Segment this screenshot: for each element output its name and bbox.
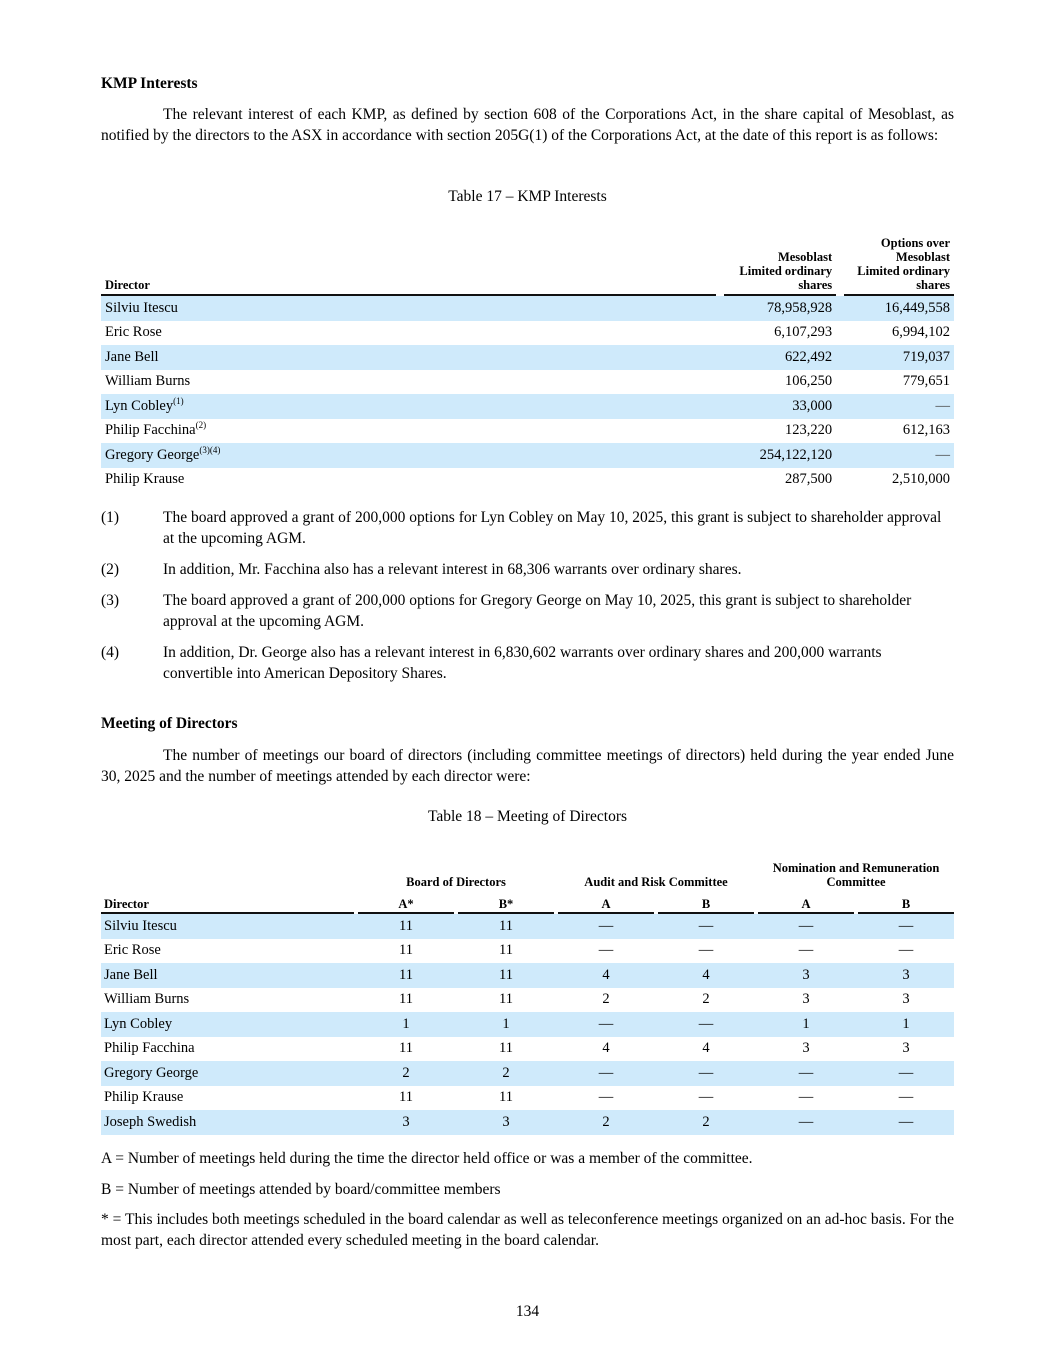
nom-a-value: 1: [758, 1012, 854, 1037]
board-b-value: 11: [458, 963, 554, 988]
audit-b-value: —: [698, 1089, 714, 1106]
footnote: [101, 508, 954, 549]
table-row: [101, 1012, 954, 1037]
footnote-mark: (1): [101, 509, 120, 526]
board-b-value: 11: [499, 991, 513, 1008]
footnote-text: The board approved a grant of 200,000 options for Lyn Cobley on May 10, 2025, this grant is subject to shareholder approval at the upcoming AGM.: [163, 509, 942, 547]
table-18-caption: Table 18 – Meeting of Directors: [427, 808, 628, 825]
table-row: [101, 321, 954, 346]
table-row: [101, 468, 954, 493]
header-shares-line: shares: [798, 278, 833, 292]
director-name: Eric Rose: [105, 324, 162, 341]
audit-a-value: —: [558, 1061, 654, 1086]
board-a-value: 11: [399, 1089, 413, 1106]
audit-b-value: —: [658, 1061, 754, 1086]
table-row: [101, 1037, 954, 1062]
group-header-audit: Audit and Risk Committee: [584, 875, 728, 889]
options-value: —: [844, 394, 954, 419]
audit-b-value: 2: [702, 991, 710, 1008]
table-row: [101, 1110, 954, 1135]
options-value: 719,037: [844, 345, 954, 370]
table-group-header-row: [101, 855, 954, 893]
footnote-mark: (2): [101, 561, 120, 578]
audit-a-value: 4: [602, 1040, 610, 1057]
director-name: William Burns: [104, 991, 190, 1008]
footnote: [101, 643, 954, 684]
nom-b-value: 3: [858, 963, 954, 988]
footnote-ref: (1): [173, 395, 184, 406]
header-nom-b: B: [858, 893, 954, 914]
nom-b-value: —: [858, 1110, 954, 1135]
board-a-value: 2: [358, 1061, 454, 1086]
legend-b: B = Number of meetings attended by board/committee members: [101, 1181, 501, 1198]
shares-value: 123,220: [785, 422, 833, 439]
shares-value: 254,122,120: [724, 443, 836, 468]
table-row: [101, 345, 954, 370]
footnote-text: In addition, Dr. George also has a relevant interest in 6,830,602 warrants over ordinary shares and 200,000 warrants convertible into American Depository Shares.: [163, 644, 882, 682]
board-b-value: 11: [499, 1040, 513, 1057]
meeting-of-directors-table: [101, 855, 954, 1135]
table-row: [101, 419, 954, 444]
director-name: Joseph Swedish: [101, 1110, 354, 1135]
shares-value: 287,500: [785, 471, 833, 488]
nom-b-value: 1: [858, 1012, 954, 1037]
section-heading-kmp-interests: KMP Interests: [101, 75, 198, 92]
table-17-caption: Table 17 – KMP Interests: [448, 188, 607, 205]
header-director: Director: [101, 893, 354, 914]
nom-a-value: 3: [802, 1040, 810, 1057]
meetings-intro-paragraph: The number of meetings our board of directors (including committee meetings of directors) held during the year ended June 30, 2025 and the number of meetings attended by each director were:: [101, 747, 954, 785]
table-subheader-row: [101, 893, 954, 914]
kmp-interests-table: [101, 236, 954, 492]
nom-b-value: 3: [902, 991, 910, 1008]
audit-b-value: —: [658, 914, 754, 939]
audit-b-value: 2: [658, 1110, 754, 1135]
director-name: Philip Facchina$^{(2)}$: [105, 420, 207, 439]
table-row: [101, 914, 954, 939]
table-row: [101, 963, 954, 988]
board-a-value: 1: [358, 1012, 454, 1037]
director-name: Jane Bell: [101, 345, 716, 370]
audit-b-value: 4: [658, 963, 754, 988]
options-value: 16,449,558: [844, 296, 954, 321]
board-b-value: 11: [499, 942, 513, 959]
header-audit-a: A: [558, 893, 654, 914]
header-board-b: B*: [458, 893, 554, 914]
audit-a-value: 2: [602, 991, 610, 1008]
table-row: [101, 370, 954, 395]
footnote-ref: (2): [195, 420, 207, 431]
nom-b-value: —: [898, 942, 914, 959]
group-header-nomination: [758, 855, 954, 893]
options-value: 6,994,102: [892, 324, 950, 341]
board-a-value: 11: [358, 914, 454, 939]
footnote-mark: (4): [101, 644, 120, 661]
nom-b-value: —: [858, 1061, 954, 1086]
nom-a-value: —: [798, 942, 814, 959]
audit-a-value: 2: [558, 1110, 654, 1135]
options-value: 612,163: [902, 422, 950, 439]
group-header-line: Nomination and Remuneration: [772, 861, 940, 875]
audit-a-value: —: [598, 942, 614, 959]
director-name: William Burns: [105, 373, 191, 390]
header-options-line: Mesoblast: [895, 250, 950, 264]
legend-asterisk: * = This includes both meetings scheduled in the board calendar as well as teleconference meetings organized on an ad-hoc basis. For the most part, each director attended every scheduled meeting in the board calendar.: [101, 1211, 954, 1249]
director-name: Lyn Cobley: [101, 1012, 354, 1037]
table-row: [101, 988, 954, 1013]
board-a-value: 11: [399, 942, 413, 959]
footnote-text: In addition, Mr. Facchina also has a relevant interest in 68,306 warrants over ordinary shares.: [163, 561, 742, 578]
director-name: Silviu Itescu: [101, 914, 354, 939]
header-nom-a: A: [758, 893, 854, 914]
audit-b-value: 4: [702, 1040, 710, 1057]
nom-b-value: 3: [902, 1040, 910, 1057]
header-shares-line: Mesoblast: [777, 250, 833, 264]
board-b-value: 3: [458, 1110, 554, 1135]
shares-value: 6,107,293: [774, 324, 833, 341]
options-value: 2,510,000: [892, 471, 950, 488]
board-b-value: 11: [458, 914, 554, 939]
director-name: Philip Facchina: [104, 1040, 195, 1057]
director-name: Gregory George$^{(3)(4)}$: [101, 443, 716, 468]
page-number: 134: [515, 1303, 540, 1320]
table-row: [101, 939, 954, 964]
shares-value: 33,000: [724, 394, 836, 419]
nom-a-value: —: [758, 914, 854, 939]
nom-a-value: —: [758, 1061, 854, 1086]
legend-a: A = Number of meetings held during the time the director held office or was a member of the committee.: [101, 1150, 753, 1167]
header-options-line: Options over: [880, 236, 950, 250]
table-row: [101, 443, 954, 468]
shares-value: 622,492: [724, 345, 836, 370]
board-a-value: 3: [358, 1110, 454, 1135]
shares-value: 78,958,928: [724, 296, 836, 321]
audit-a-value: —: [558, 914, 654, 939]
board-a-value: 11: [358, 963, 454, 988]
board-b-value: 11: [499, 1089, 513, 1106]
table-row: [101, 1061, 954, 1086]
audit-b-value: —: [658, 1012, 754, 1037]
options-value: —: [844, 443, 954, 468]
header-options-line: Limited ordinary: [857, 264, 950, 278]
director-name: Philip Krause: [105, 471, 185, 488]
director-name: Lyn Cobley$^{(1)}$: [101, 394, 716, 419]
header-audit-b: B: [658, 893, 754, 914]
footnote-ref: (3)(4): [199, 444, 221, 455]
table-row: [101, 394, 954, 419]
board-b-value: 2: [458, 1061, 554, 1086]
director-name: Philip Krause: [104, 1089, 184, 1106]
options-value: 779,651: [902, 373, 950, 390]
table-header-row: [101, 236, 954, 296]
nom-a-value: 3: [802, 991, 810, 1008]
director-name: Jane Bell: [101, 963, 354, 988]
audit-a-value: —: [598, 1089, 614, 1106]
audit-b-value: —: [698, 942, 714, 959]
header-shares-line: Limited ordinary: [739, 264, 833, 278]
director-name: Gregory George: [101, 1061, 354, 1086]
board-a-value: 11: [399, 991, 413, 1008]
header-options: [844, 236, 954, 296]
footnote-mark: (3): [101, 592, 120, 609]
nom-a-value: 3: [758, 963, 854, 988]
footnote-text: The board approved a grant of 200,000 options for Gregory George on May 10, 2025, this grant is subject to shareholder approval at the upcoming AGM.: [163, 592, 912, 630]
section-heading-meeting-of-directors: Meeting of Directors: [101, 715, 238, 732]
audit-a-value: 4: [558, 963, 654, 988]
header-options-line: shares: [916, 278, 950, 292]
header-shares: [724, 236, 836, 296]
nom-a-value: —: [758, 1110, 854, 1135]
board-a-value: 11: [399, 1040, 413, 1057]
group-header-board: Board of Directors: [406, 875, 506, 889]
audit-a-value: —: [558, 1012, 654, 1037]
board-b-value: 1: [458, 1012, 554, 1037]
shares-value: 106,250: [785, 373, 833, 390]
director-name: Silviu Itescu: [101, 296, 716, 321]
table-row: [101, 1086, 954, 1111]
footnote: [101, 560, 954, 581]
header-board-a: A*: [358, 893, 454, 914]
nom-a-value: —: [798, 1089, 814, 1106]
group-header-line: Committee: [826, 875, 886, 889]
table-row: [101, 296, 954, 321]
footnote: [101, 591, 954, 632]
header-director: Director: [101, 236, 716, 296]
kmp-intro-paragraph: The relevant interest of each KMP, as defined by section 608 of the Corporations Act, in the share capital of Mesoblast, as notified by the directors to the ASX in accordance with section 205G(1) of the Corporations Act, at the date of this report is as follows:: [101, 106, 954, 144]
nom-b-value: —: [898, 1089, 914, 1106]
nom-b-value: —: [858, 914, 954, 939]
director-name: Eric Rose: [104, 942, 161, 959]
